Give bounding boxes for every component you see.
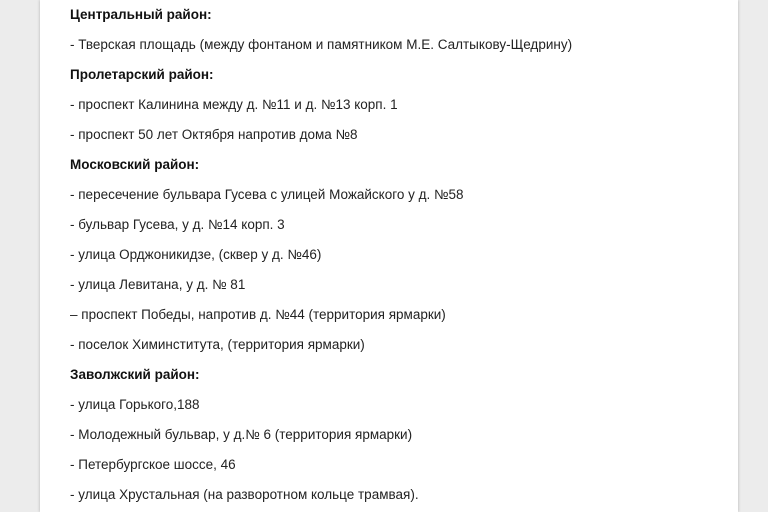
document-page: [40, 0, 738, 512]
list-item: - пересечение бульвара Гусева с улицей Можайского у д. №58: [70, 187, 464, 202]
list-item: - улица Орджоникидзе, (сквер у д. №46): [70, 247, 322, 262]
list-item: - проспект Калинина между д. №11 и д. №13 корп. 1: [70, 97, 398, 112]
list-item: - Петербургское шоссе, 46: [70, 457, 236, 472]
district-heading-central: Центральный район:: [70, 7, 212, 22]
district-heading-zavolzhsky: Заволжский район:: [70, 367, 200, 382]
list-item: - Тверская площадь (между фонтаном и памятником М.Е. Салтыкову-Щедрину): [70, 37, 573, 52]
list-item: - Молодежный бульвар, у д.№ 6 (территория ярмарки): [70, 427, 413, 442]
article-content: [70, 6, 718, 512]
list-item: - поселок Химинститута, (территория ярмарки): [70, 337, 365, 352]
list-item: - проспект 50 лет Октября напротив дома №8: [70, 127, 358, 142]
list-item: – проспект Победы, напротив д. №44 (территория ярмарки): [70, 307, 446, 322]
list-item: - бульвар Гусева, у д. №14 корп. 3: [70, 217, 285, 232]
district-heading-proletarsky: Пролетарский район:: [70, 67, 214, 82]
list-item: - улица Левитана, у д. № 81: [70, 277, 246, 292]
list-item: - улица Хрустальная (на разворотном кольце трамвая).: [70, 487, 419, 502]
list-item: - улица Горького,188: [70, 397, 200, 412]
district-heading-moskovsky: Московский район:: [70, 157, 200, 172]
